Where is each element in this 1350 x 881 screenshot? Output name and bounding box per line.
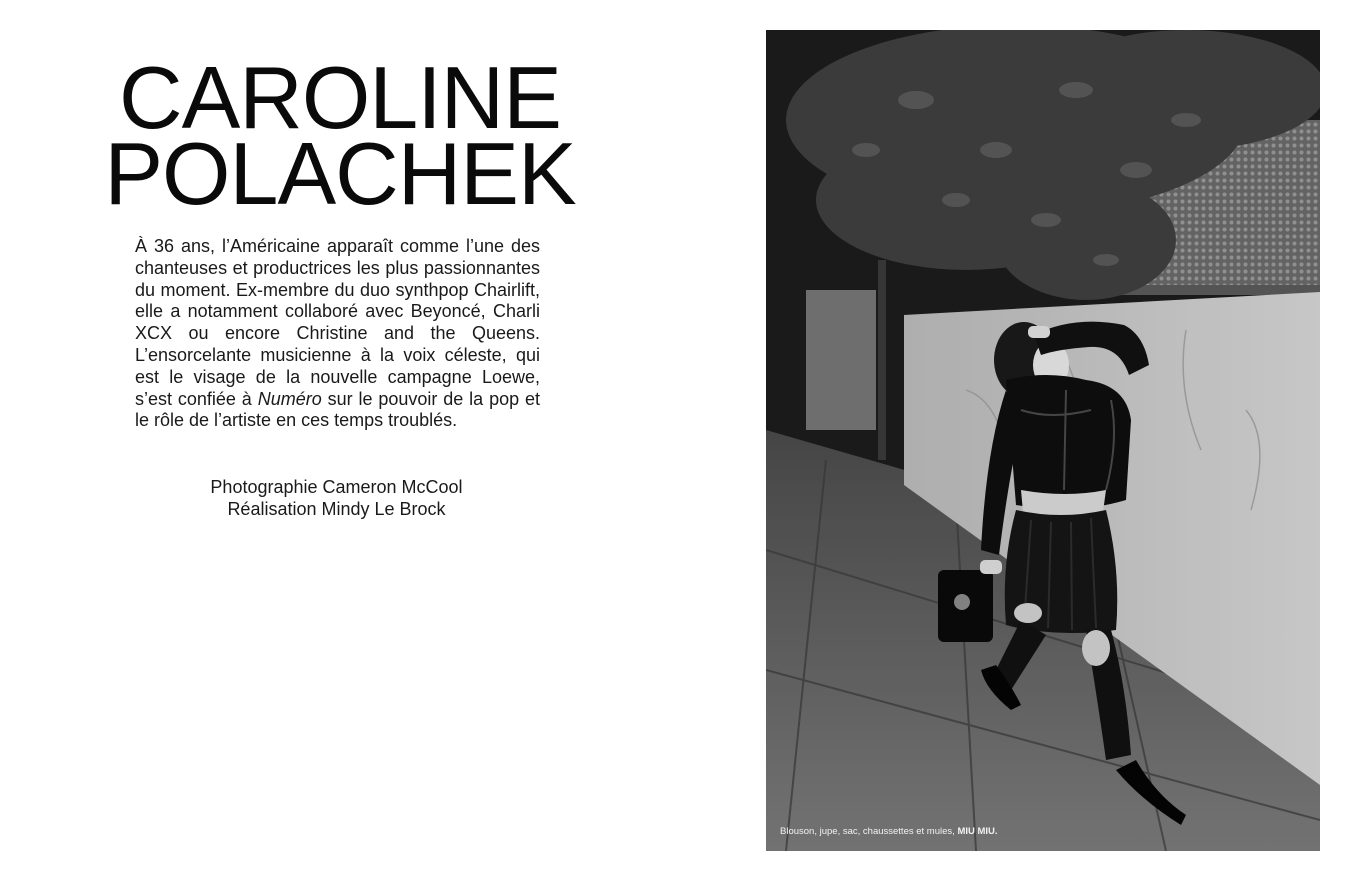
article-title [100,48,580,223]
magazine-name: Numéro [257,388,322,409]
photographer-credit: Photographie Cameron McCool [210,477,463,497]
title-line-first-name: CAROLINE [119,48,561,147]
photo-illustration [766,30,1320,851]
intro-text-end: sur le pouvoir de la pop et le rôle de l’artiste en ces temps troublés. [135,388,540,431]
portrait-photo [766,30,1320,851]
caption-items: Blouson, jupe, sac, chaussettes et mules, [780,826,958,837]
caption-brand: MIU MIU. [957,826,998,837]
title-line-last-name: POLACHEK [104,124,576,223]
stylist-credit: Réalisation Mindy Le Brock [227,499,446,519]
intro-paragraph [135,236,540,432]
photo-caption [780,826,998,838]
intro-text-start: À 36 ans, l’Américaine apparaît comme l’une des chanteuses et productrices les plus passionnantes du moment. Ex-membre du duo synthpop Chairlift, elle a notamment collaboré avec Beyoncé, Charli XCX ou encore Christine and the Queens. L’ensorcelante musicienne à la voix céleste, qui est le visage de la nouvelle campagne Loewe, s’est confiée à [135,236,540,409]
credits [135,476,538,520]
